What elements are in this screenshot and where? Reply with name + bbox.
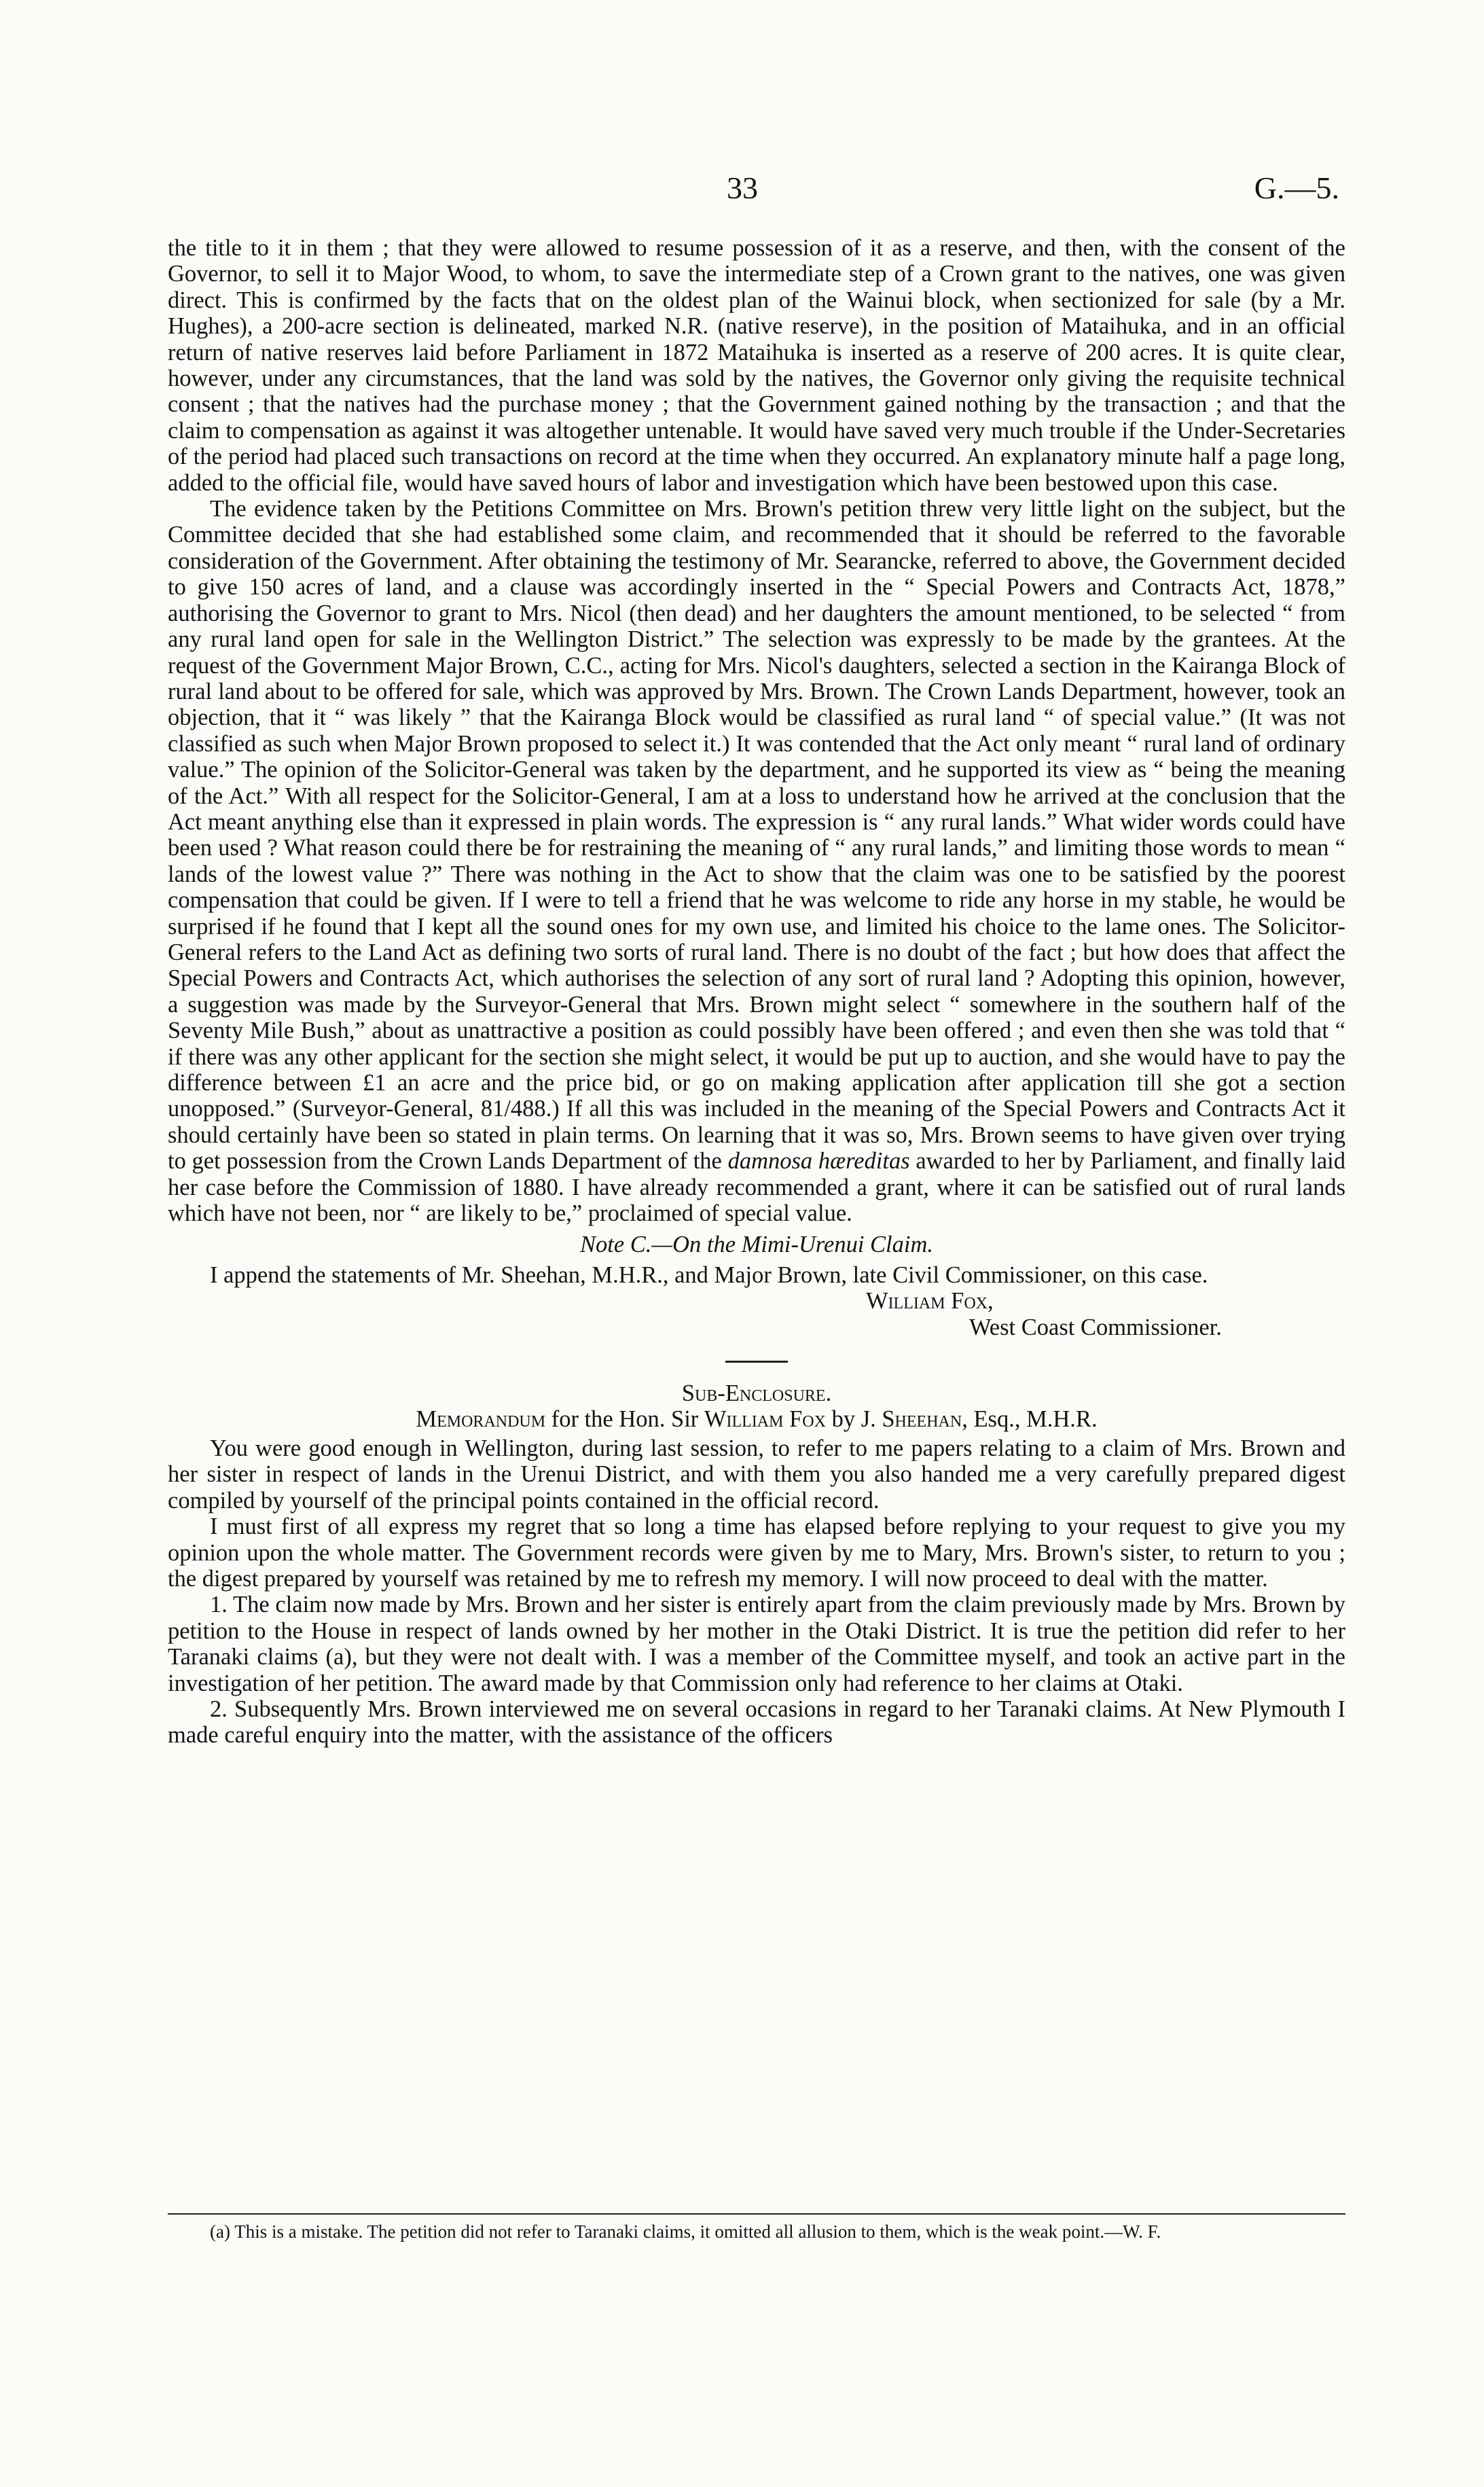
signature-name: William Fox, [866,1288,994,1314]
page-number: 33 [727,171,758,205]
paragraph-append-statements: I append the statements of Mr. Sheehan, M.H.R., and Major Brown, late Civil Commissioner, on this case. [210,1262,1208,1288]
paragraph-memo-intro: You were good enough in Wellington, during last session, to refer to me papers relating to a claim of Mrs. Brown and her sister in respect of lands in the Urenui District, and with them you also handed me a very carefully prepared digest compiled by yourself of the principal points contained in the official record. [168,1435,1345,1514]
memo-author: Sheehan [882,1406,962,1433]
body-text [168,235,1345,1749]
footnote-divider [168,2213,1345,2215]
memo-text: for the Hon. Sir [551,1406,699,1433]
enclosure-title: Sub-Enclosure. [681,1380,832,1407]
paragraph-continuation: the title to it in them ; that they were allowed to resume possession of it as a reserve, and then, with the consent of the Governor, to sell it to Major Wood, to whom, to save the intermediate step of a Crown grant to the natives, one was given direct. This is confirmed by the facts that on the oldest plan of the Wainui block, when sectionized for sale (by a Mr. Hughes), a 200-acre section is delineated, marked N.R. (native reserve), in the position of Mataihuka, and in an official return of native reserves laid before Parliament in 1872 Mataihuka is inserted as a reserve of 200 acres. It is quite clear, however, under any circumstances, that the land was sold by the natives, the Governor only giving the requisite technical consent ; that the natives had the purchase money ; that the Government gained nothing by the transaction ; and that the claim to compensation as against it was altogether untenable. It would have saved very much trouble if the Under-Secretaries of the period had placed such transactions on record at the time when they occurred. An explanatory minute half a page long, added to the official file, would have saved hours of labor and investigation which have been bestowed upon this case. [168,235,1345,496]
paragraph-petitions-committee [168,496,1345,1226]
footnote-text: (a) This is a mistake. The petition did not refer to Taranaki claims, it omitted all allusion to them, which is the weak point.—W. F. [210,2221,1161,2242]
footnote [168,2221,1345,2242]
page-code: G.—5. [1254,171,1339,205]
paragraph-text: The evidence taken by the Petitions Committee on Mrs. Brown's petition threw very little light on the subject, but the Committee decided that she had established some claim, and recommended that it should be referred to the favorable consideration of the Government. After obtaining the testimony of Mr. Searancke, referred to above, the Government decided to give 150 acres of land, and a clause was accordingly inserted in the “ Special Powers and Contracts Act, 1878,” authorising the Governor to grant to Mrs. Nicol (then dead) and her daughters the amount mentioned, to be selected “ from any rural land open for sale in the Wellington District.” The selection was expressly to be made by the grantees. At the request of the Government Major Brown, C.C., acting for Mrs. Nicol's daughters, selected a section in the Kairanga Block of rural land about to be offered for sale, which was approved by Mrs. Brown. The Crown Lands Department, however, took an objection, that it “ was likely ” that the Kairanga Block would be classified as rural land “ of special value.” (It was not classified as such when Major Brown proposed to select it.) It was contended that the Act only meant “ rural land of ordinary value.” The opinion of the Solicitor-General was taken by the department, and he supported its view as “ being the meaning of the Act.” With all respect for the Solicitor-General, I am at a loss to understand how he arrived at the conclusion that the Act meant anything else than it expressed in plain words. The expression is “ any rural lands.” What wider words could have been used ? What reason could there be for restraining the meaning of “ any rural lands,” and limiting those words to mean “ lands of the lowest value ?” There was nothing in the Act to show that the claim was one to be satisfied by the poorest compensation that could be given. If I were to tell a friend that he was welcome to ride any horse in my stable, he would be surprised if he found that I kept all the sound ones for my own use, and limited his choice to the lame ones. The Solicitor-General refers to the Land Act as defining two sorts of rural land. There is no doubt of the fact ; but how does that affect the Special Powers and Contracts Act, which authorises the selection of any sort of rural land ? Adopting this opinion, however, a suggestion was made by the Surveyor-General that Mrs. Brown might select “ somewhere in the southern half of the Seventy Mile Bush,” about as unattractive a position as could possibly have been offered ; and even then she was told that “ if there was any other applicant for the section she might select, it would be put up to auction, and she would have to pay the difference between £1 an acre and the price bid, or go on making application after application till she got a section unopposed.” (Surveyor-General, 81/488.) If all this was included in the meaning of the Special Powers and Contracts Act it should certainly have been so stated in plain terms. On learning that it was so, Mrs. Brown seems to have given over trying to get possession from the Crown Lands Department of the [168,496,1345,1175]
latin-phrase: damnosa hæreditas [727,1148,910,1175]
paragraph-memo-regret: I must first of all express my regret that so long a time has elapsed before replying to your request to give you my opinion upon the whole matter. The Government records were given by me to Mary, Mrs. Brown's sister, to return to you ; the digest prepared by yourself was retained by me to refresh my memory. I will now proceed to deal with the matter. [168,1514,1345,1592]
section-divider [725,1361,788,1363]
memo-suffix: , Esq., M.H.R. [962,1406,1098,1433]
memo-text: by J. [831,1406,876,1433]
memo-label: Memorandum [416,1406,546,1433]
paragraph-text: awarded to her by Parliament, and finally laid her case before the Commission of 1880. I have already recommended a grant, where it can be satisfied out of rural lands which have not been, nor “ are likely to be,” proclaimed of special value. [168,1148,1346,1227]
paragraph-numbered-2: 2. Subsequently Mrs. Brown interviewed me on several occasions in regard to her Taranaki claims. At New Plymouth I made careful enquiry into the matter, with the assistance of the officers [168,1696,1345,1749]
signature-title: West Coast Commissioner. [969,1314,1222,1340]
note-title: Note C.—On the Mimi-Urenui Claim. [579,1232,934,1258]
memorandum-title [168,1406,1345,1432]
paragraph-numbered-1: 1. The claim now made by Mrs. Brown and her sister is entirely apart from the claim previously made by Mrs. Brown by petition to the House in respect of lands owned by her mother in the Otaki District. It is true the petition did refer to her Taranaki claims (a), but they were not dealt with. I was a member of the Committee myself, and took an active part in the investigation of her petition. The award made by that Commission only had reference to her claims at Otaki. [168,1592,1345,1696]
page-header [0,170,1484,217]
memo-recipient: William Fox [704,1406,826,1433]
